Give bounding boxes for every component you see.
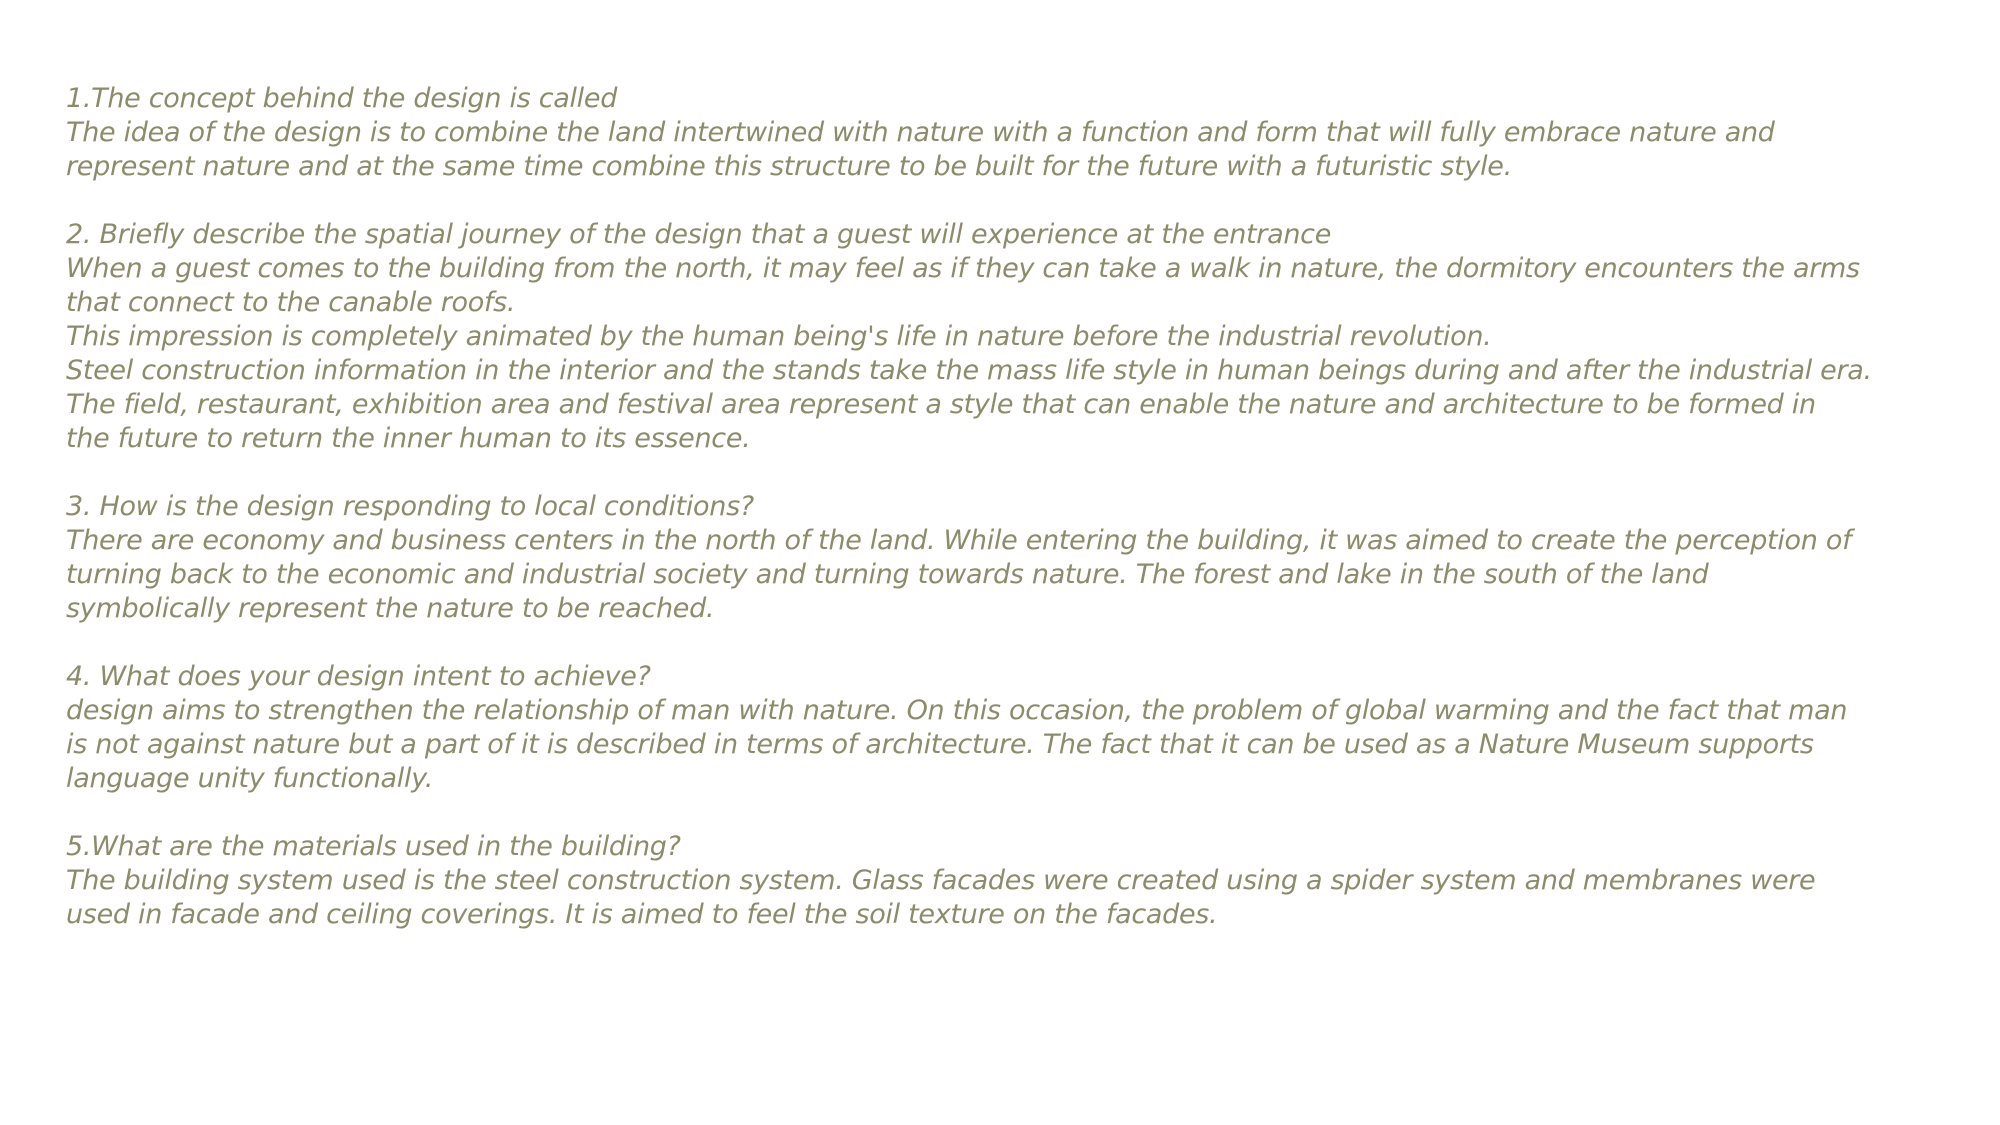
answer-1 (66, 116, 1966, 184)
question-1: 1.The concept behind the design is called (66, 83, 618, 114)
answer-2-line-6: the future to return the inner human to its essence. (66, 423, 751, 454)
answer-5-line-1: The building system used is the steel construction system. Glass facades were created using a spider system and membranes were (66, 865, 1816, 896)
answer-2-line-4: Steel construction information in the interior and the stands take the mass life style in human beings during and after the industrial era. (66, 355, 1872, 386)
answer-2-line-3: This impression is completely animated by the human being's life in nature before the industrial revolution. (66, 321, 1492, 352)
question-5: 5.What are the materials used in the building? (66, 831, 681, 862)
answer-2-line-1: When a guest comes to the building from the north, it may feel as if they can take a walk in nature, the dormitory encounters the arms (66, 253, 1860, 284)
question-3: 3. How is the design responding to local conditions? (66, 491, 754, 522)
answer-4-line-3: language unity functionally. (66, 763, 434, 794)
answer-3-line-1: There are economy and business centers in the north of the land. While entering the building, it was aimed to create the perception of (66, 525, 1852, 556)
answer-1-line-2: represent nature and at the same time combine this structure to be built for the future with a futuristic style. (66, 151, 1512, 182)
qa-section-5 (66, 830, 1966, 932)
qa-section-2 (66, 218, 1966, 456)
answer-3-line-3: symbolically represent the nature to be reached. (66, 593, 715, 624)
qa-section-1 (66, 82, 1966, 184)
question-2: 2. Briefly describe the spatial journey of the design that a guest will experience at the entrance (66, 219, 1332, 250)
answer-5 (66, 864, 1966, 932)
answer-2-line-2: that connect to the canable roofs. (66, 287, 516, 318)
answer-5-line-2: used in facade and ceiling coverings. It is aimed to feel the soil texture on the facades. (66, 899, 1218, 930)
qa-section-4 (66, 660, 1966, 796)
answer-2 (66, 252, 1966, 456)
answer-1-line-1: The idea of the design is to combine the land intertwined with nature with a function and form that will fully embrace nature and (66, 117, 1775, 148)
question-4: 4. What does your design intent to achieve? (66, 661, 651, 692)
answer-4-line-1: design aims to strengthen the relationship of man with nature. On this occasion, the problem of global warming and the fact that man (66, 695, 1848, 726)
answer-2-line-5: The field, restaurant, exhibition area and festival area represent a style that can enable the nature and architecture to be formed in (66, 389, 1816, 420)
answer-4 (66, 694, 1966, 796)
answer-3 (66, 524, 1966, 626)
qa-section-3 (66, 490, 1966, 626)
answer-3-line-2: turning back to the economic and industrial society and turning towards nature. The forest and lake in the south of the land (66, 559, 1709, 590)
document-body (66, 82, 1966, 966)
answer-4-line-2: is not against nature but a part of it is described in terms of architecture. The fact that it can be used as a Nature Museum supports (66, 729, 1814, 760)
